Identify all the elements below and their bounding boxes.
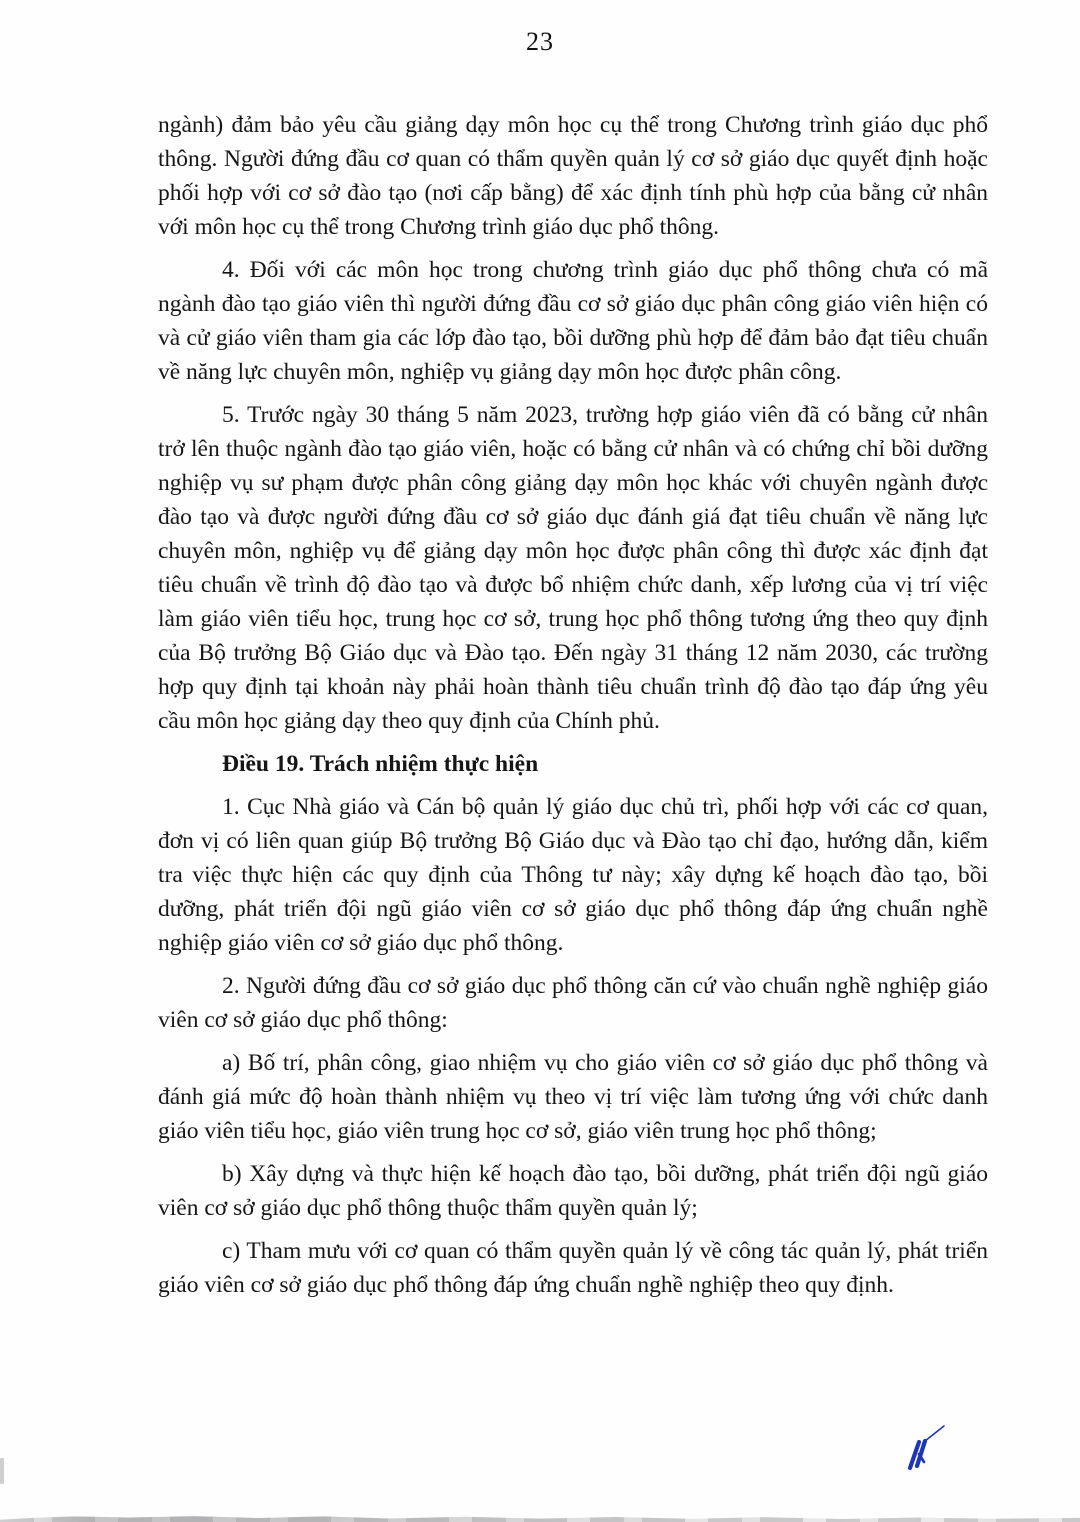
page-number: 23 xyxy=(526,27,554,56)
paragraph-clause-4: 4. Đối với các môn học trong chương trình giáo dục phổ thông chưa có mã ngành đào tạo giáo viên thì người đứng đầu cơ sở giáo dục phân công giáo viên hiện có và cử giáo viên tham gia các lớp đào tạo, bồi dưỡng phù hợp để đảm bảo đạt tiêu chuẩn về năng lực chuyên môn, nghiệp vụ giảng dạy môn học được phân công. xyxy=(158,257,988,385)
paragraph-clause-1: 1. Cục Nhà giáo và Cán bộ quản lý giáo dục chủ trì, phối hợp với các cơ quan, đơn vị có liên quan giúp Bộ trưởng Bộ Giáo dục và Đào tạo chỉ đạo, hướng dẫn, kiểm tra việc thực hiện các quy định của Thông tư này; xây dựng kế hoạch đào tạo, bồi dưỡng, phát triển đội ngũ giáo viên cơ sở giáo dục phổ thông đáp ứng chuẩn nghề nghiệp giáo viên cơ sở giáo dục phổ thông. xyxy=(158,794,988,956)
ink-initial-mark xyxy=(900,1424,952,1476)
paragraph-point-c: c) Tham mưu với cơ quan có thẩm quyền quản lý về công tác quản lý, phát triển giáo viên cơ sở giáo dục phổ thông đáp ứng chuẩn nghề nghiệp theo quy định. xyxy=(158,1238,988,1298)
paragraph-point-b: b) Xây dựng và thực hiện kế hoạch đào tạo, bồi dưỡng, phát triển đội ngũ giáo viên cơ sở giáo dục phổ thông thuộc thẩm quyền quản lý; xyxy=(158,1161,988,1221)
scan-edge-speck xyxy=(0,1458,4,1484)
paragraph-clause-5: 5. Trước ngày 30 tháng 5 năm 2023, trường hợp giáo viên đã có bằng cử nhân trở lên thuộc ngành đào tạo giáo viên, hoặc có bằng cử nhân và có chứng chỉ bồi dưỡng nghiệp vụ sư phạm được phân công giảng dạy môn học khác với chuyên ngành được đào tạo và được người đứng đầu cơ sở giáo dục đánh giá đạt tiêu chuẩn về năng lực chuyên môn, nghiệp vụ để giảng dạy môn học được phân công thì được xác định đạt tiêu chuẩn về trình độ đào tạo và được bổ nhiệm chức danh, xếp lương của vị trí việc làm giáo viên tiểu học, trung học cơ sở, trung học phổ thông tương ứng theo quy định của Bộ trưởng Bộ Giáo dục và Đào tạo. Đến ngày 31 tháng 12 năm 2030, các trường hợp quy định tại khoản này phải hoàn thành tiêu chuẩn trình độ đào tạo đáp ứng yêu cầu môn học giảng dạy theo quy định của Chính phủ. xyxy=(158,402,988,734)
paragraph-point-a: a) Bố trí, phân công, giao nhiệm vụ cho giáo viên cơ sở giáo dục phổ thông và đánh giá mức độ hoàn thành nhiệm vụ theo vị trí việc làm tương ứng với chức danh giáo viên tiểu học, giáo viên trung học cơ sở, giáo viên trung học phổ thông; xyxy=(158,1050,988,1144)
paragraph-clause-2: 2. Người đứng đầu cơ sở giáo dục phổ thông căn cứ vào chuẩn nghề nghiệp giáo viên cơ sở giáo dục phổ thông: xyxy=(158,973,988,1033)
scanner-edge-artifact xyxy=(0,1514,1080,1522)
paragraph-continuation: ngành) đảm bảo yêu cầu giảng dạy môn học cụ thể trong Chương trình giáo dục phổ thông. Người đứng đầu cơ quan có thẩm quyền quản lý cơ sở giáo dục quyết định hoặc phối hợp với cơ sở đào tạo (nơi cấp bằng) để xác định tính phù hợp của bằng cử nhân với môn học cụ thể trong Chương trình giáo dục phổ thông. xyxy=(158,112,988,240)
article-19-heading: Điều 19. Trách nhiệm thực hiện xyxy=(222,751,539,777)
document-body xyxy=(158,108,988,1311)
